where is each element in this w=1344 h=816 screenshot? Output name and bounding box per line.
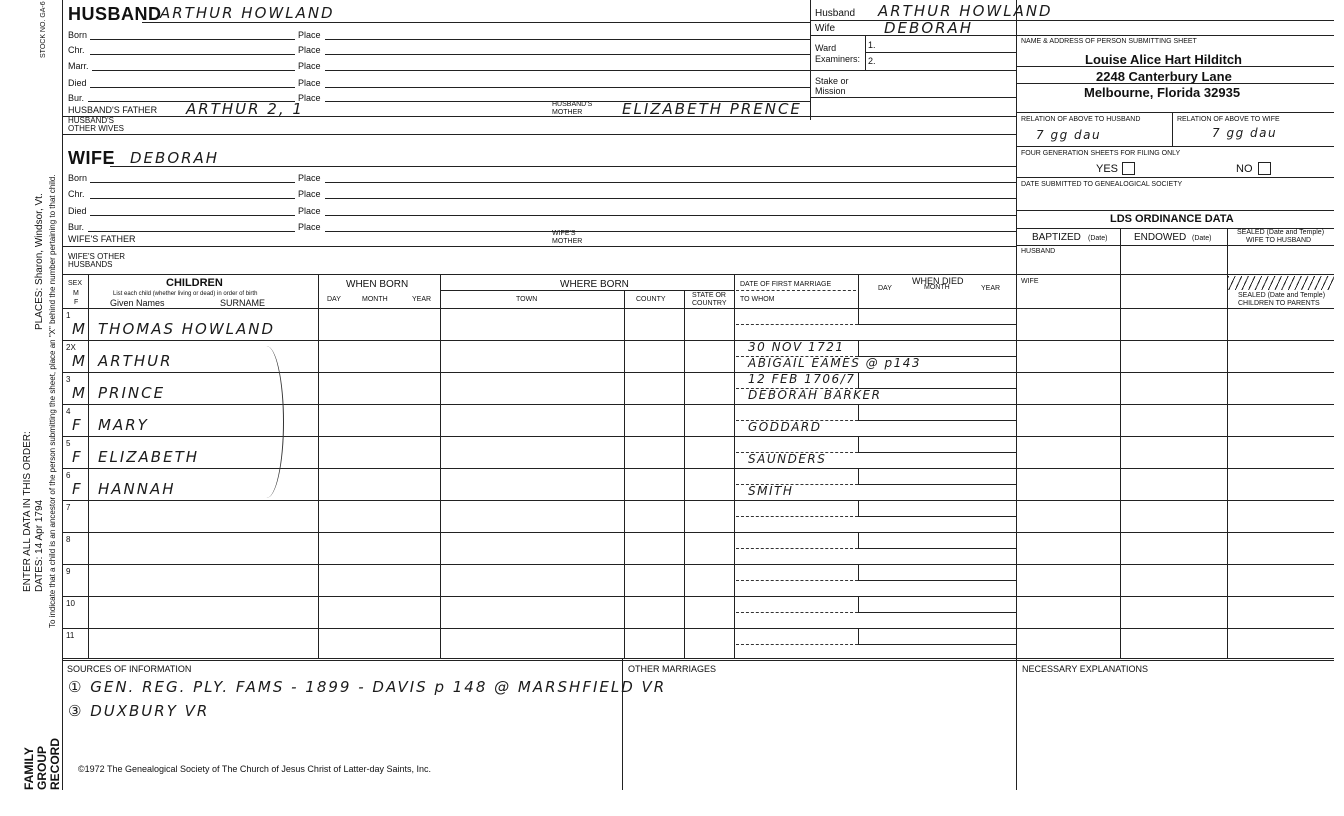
child-number: 11 bbox=[66, 631, 75, 640]
endowed-date-label: (Date) bbox=[1192, 235, 1212, 242]
sealed-wife-label-2: WIFE TO HUSBAND bbox=[1246, 237, 1312, 244]
source-1: ① GEN. REG. PLY. FAMS - 1899 - DAVIS p 148 @ MARSHFIELD VR bbox=[68, 678, 667, 696]
county-label: COUNTY bbox=[636, 296, 666, 303]
lds-wife-label: WIFE bbox=[1021, 278, 1039, 285]
lds-husband-label: HUSBAND bbox=[1021, 248, 1056, 255]
form-title bbox=[18, 720, 62, 790]
table-row bbox=[62, 468, 1334, 500]
ward-label: Ward bbox=[815, 43, 837, 53]
table-row bbox=[62, 500, 1334, 532]
relation-husband-value: 7 gg dau bbox=[1036, 128, 1102, 142]
copyright: ©1972 The Genealogical Society of The Church of Jesus Christ of Latter-day Saints, Inc. bbox=[78, 764, 431, 774]
born-year-label: YEAR bbox=[412, 296, 432, 303]
child-number: 3 bbox=[66, 375, 71, 384]
wife-born-label: Born bbox=[68, 173, 88, 183]
examiners-label: Examiners: bbox=[815, 54, 861, 64]
baptized-label: BAPTIZED bbox=[1032, 232, 1081, 243]
wife-born-place-label: Place bbox=[298, 173, 321, 183]
sex-m-label: M bbox=[73, 290, 79, 297]
born-month-label: MONTH bbox=[362, 296, 388, 303]
child-number: 10 bbox=[66, 599, 75, 608]
submitter-city: Melbourne, Florida 32935 bbox=[1084, 85, 1241, 100]
baptized-date-label: (Date) bbox=[1088, 235, 1108, 242]
explanations-label: NECESSARY EXPLANATIONS bbox=[1022, 664, 1149, 674]
no-label: NO bbox=[1236, 163, 1253, 175]
submitter-label: NAME & ADDRESS OF PERSON SUBMITTING SHEET bbox=[1021, 38, 1197, 45]
husband-chr-place-label: Place bbox=[298, 45, 321, 55]
relation-husband-label: RELATION OF ABOVE TO HUSBAND bbox=[1021, 116, 1141, 123]
child-number: 8 bbox=[66, 535, 71, 544]
husband-father-name: ARTHUR 2, 1 bbox=[186, 100, 304, 118]
table-row bbox=[62, 596, 1334, 628]
child-sex: F bbox=[72, 416, 83, 434]
table-row bbox=[62, 532, 1334, 564]
dates-note: DATES: 14 Apr 1794 bbox=[34, 499, 45, 592]
husband-marr-label: Marr. bbox=[68, 61, 89, 71]
four-gen-label: FOUR GENERATION SHEETS FOR FILING ONLY bbox=[1021, 150, 1181, 157]
sealed-children-label-2: CHILDREN TO PARENTS bbox=[1238, 300, 1320, 307]
born-day-label: DAY bbox=[327, 296, 341, 303]
child-name: THOMAS HOWLAND bbox=[98, 320, 276, 338]
first-marriage-label: DATE OF FIRST MARRIAGE bbox=[740, 281, 832, 288]
surname-label: SURNAME bbox=[220, 298, 266, 308]
header-wife-name: DEBORAH bbox=[884, 19, 974, 37]
header-husband-name: ARTHUR HOWLAND bbox=[878, 2, 1053, 20]
ancestor-note: To indicate that a child is an ancestor of the person submitting the sheet, place an "X" behind the number pertaining to that child. bbox=[48, 174, 57, 628]
wife-died-place-label: Place bbox=[298, 206, 321, 216]
sealed-children-label-1: SEALED (Date and Temple) bbox=[1238, 292, 1326, 299]
examiner-1: 1. bbox=[868, 40, 876, 50]
lds-title: LDS ORDINANCE DATA bbox=[1110, 213, 1234, 225]
husband-name: ARTHUR HOWLAND bbox=[160, 4, 335, 22]
header-husband-label: Husband bbox=[815, 8, 856, 19]
table-row bbox=[62, 372, 1334, 404]
child-number: 6 bbox=[66, 471, 71, 480]
wife-chr-place-label: Place bbox=[298, 189, 321, 199]
child-spouse: SAUNDERS bbox=[748, 452, 827, 466]
submitter-street: 2248 Canterbury Lane bbox=[1096, 69, 1232, 84]
husband-born-place-label: Place bbox=[298, 30, 321, 40]
child-name: ELIZABETH bbox=[98, 448, 200, 466]
yes-label: YES bbox=[1096, 163, 1119, 175]
sealed-wife-label-1: SEALED (Date and Temple) bbox=[1237, 229, 1325, 236]
wife-name: DEBORAH bbox=[130, 149, 220, 167]
list-note: List each child (whether living or dead) in order of birth bbox=[113, 291, 258, 297]
child-number: 2X bbox=[66, 343, 76, 352]
date-submitted-label: DATE SUBMITTED TO GENEALOGICAL SOCIETY bbox=[1021, 181, 1183, 188]
child-number: 5 bbox=[66, 439, 71, 448]
husband-died-place-label: Place bbox=[298, 78, 321, 88]
died-month-label: MONTH bbox=[924, 284, 950, 291]
sex-f-label: F bbox=[74, 299, 79, 306]
to-whom-label: TO WHOM bbox=[740, 296, 775, 303]
wife-heading: WIFE bbox=[68, 148, 115, 168]
husband-heading: HUSBAND bbox=[68, 4, 162, 24]
sources-label: SOURCES OF INFORMATION bbox=[67, 664, 192, 674]
child-name: ARTHUR bbox=[98, 352, 173, 370]
enter-order-note: ENTER ALL DATA IN THIS ORDER: bbox=[22, 431, 33, 592]
child-number: 1 bbox=[66, 311, 71, 320]
child-spouse: ABIGAIL EAMES @ p143 bbox=[748, 356, 922, 370]
no-checkbox[interactable] bbox=[1258, 162, 1271, 175]
husband-bur-label: Bur. bbox=[68, 93, 85, 103]
table-row bbox=[62, 628, 1334, 660]
other-marriages-label: OTHER MARRIAGES bbox=[628, 664, 717, 674]
when-born-label: WHEN BORN bbox=[346, 279, 409, 290]
right-header-divider bbox=[810, 0, 811, 120]
child-name: HANNAH bbox=[98, 480, 176, 498]
child-sex: F bbox=[72, 480, 83, 498]
husband-marr-place-label: Place bbox=[298, 61, 321, 71]
stock-number: STOCK NO. GA-6 bbox=[40, 1, 47, 58]
child-spouse: DEBORAH BARKER bbox=[748, 388, 882, 402]
children-label: CHILDREN bbox=[166, 277, 223, 289]
child-marriage-date: 30 NOV 1721 bbox=[748, 340, 845, 354]
relation-wife-label: RELATION OF ABOVE TO WIFE bbox=[1177, 116, 1280, 123]
child-name: PRINCE bbox=[98, 384, 166, 402]
child-sex: F bbox=[72, 448, 83, 466]
child-spouse: GODDARD bbox=[748, 420, 822, 434]
husband-born-label: Born bbox=[68, 30, 88, 40]
given-names-label: Given Names bbox=[110, 298, 165, 308]
examiner-2: 2. bbox=[868, 56, 876, 66]
where-born-label: WHERE BORN bbox=[560, 279, 629, 290]
places-note: PLACES: Sharon, Windsor, Vt. bbox=[34, 193, 45, 330]
wife-mother-label: WIFE'S MOTHER bbox=[552, 230, 583, 245]
died-year-label: YEAR bbox=[981, 285, 1001, 292]
endowed-label: ENDOWED bbox=[1134, 232, 1187, 243]
form-title-2: GROUP bbox=[35, 745, 49, 790]
wife-died-label: Died bbox=[68, 206, 87, 216]
submitter-name: Louise Alice Hart Hilditch bbox=[1085, 52, 1242, 67]
wife-chr-label: Chr. bbox=[68, 189, 85, 199]
hatched-block bbox=[1228, 276, 1334, 290]
husband-chr-label: Chr. bbox=[68, 45, 85, 55]
state-label-1: STATE OR bbox=[692, 292, 726, 299]
mission-label: Mission bbox=[815, 86, 846, 96]
source-2: ③ DUXBURY VR bbox=[68, 702, 210, 720]
child-sex: M bbox=[72, 320, 87, 338]
yes-checkbox[interactable] bbox=[1122, 162, 1135, 175]
state-label-2: COUNTRY bbox=[692, 300, 727, 307]
wife-other-husbands-label: WIFE'S OTHER HUSBANDS bbox=[68, 252, 126, 269]
child-number: 9 bbox=[66, 567, 71, 576]
child-spouse: SMITH bbox=[748, 484, 794, 498]
table-row bbox=[62, 404, 1334, 436]
wife-bur-label: Bur. bbox=[68, 222, 85, 232]
child-sex: M bbox=[72, 384, 87, 402]
died-day-label: DAY bbox=[878, 285, 892, 292]
form-title-3: RECORD bbox=[48, 737, 62, 790]
husband-mother-name: ELIZABETH PRENCE bbox=[622, 100, 802, 118]
child-sex: M bbox=[72, 352, 87, 370]
form-title-1: FAMILY bbox=[22, 747, 36, 790]
child-name: MARY bbox=[98, 416, 149, 434]
table-row bbox=[62, 564, 1334, 596]
husband-other-wives-label: HUSBAND'S OTHER WIVES bbox=[68, 116, 125, 133]
sex-label: SEX bbox=[68, 280, 83, 287]
wife-bur-place-label: Place bbox=[298, 222, 321, 232]
wife-father-label: WIFE'S FATHER bbox=[68, 234, 136, 244]
husband-died-label: Died bbox=[68, 78, 87, 88]
child-number: 7 bbox=[66, 503, 71, 512]
town-label: TOWN bbox=[516, 296, 538, 303]
stake-label: Stake or bbox=[815, 76, 849, 86]
table-row bbox=[62, 340, 1334, 372]
husband-bur-place-label: Place bbox=[298, 93, 321, 103]
husband-father-label: HUSBAND'S FATHER bbox=[68, 105, 158, 115]
when-died-label: WHEN DIED bbox=[912, 276, 964, 286]
table-row bbox=[62, 436, 1334, 468]
table-row bbox=[62, 308, 1334, 340]
husband-mother-label: HUSBAND'S MOTHER bbox=[552, 101, 593, 116]
relation-wife-value: 7 gg dau bbox=[1212, 126, 1278, 140]
child-marriage-date: 12 FEB 1706/7 bbox=[748, 372, 856, 386]
header-wife-label: Wife bbox=[815, 23, 835, 34]
child-number: 4 bbox=[66, 407, 71, 416]
